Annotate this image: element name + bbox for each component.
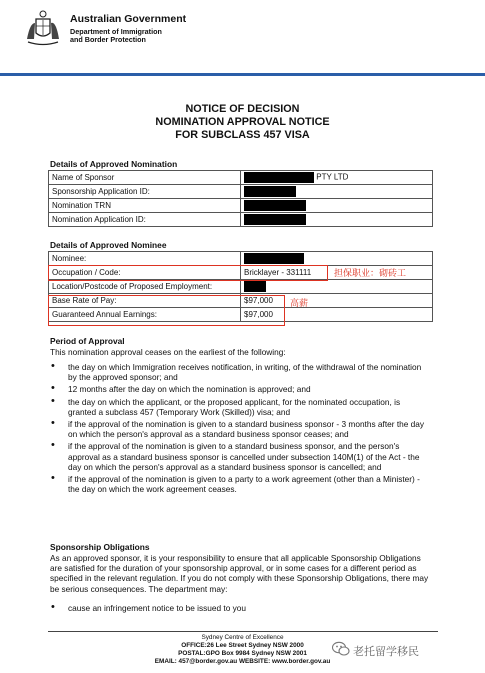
sponsor-name-label: Name of Sponsor	[49, 171, 241, 185]
approved-nomination-heading: Details of Approved Nomination	[50, 159, 178, 169]
annual-earnings-value: $97,000	[241, 308, 433, 322]
location-postcode-label: Location/Postcode of Proposed Employment:	[49, 280, 241, 294]
footer-office: OFFICE:26 Lee Street Sydney NSW 2000	[181, 642, 304, 649]
wechat-icon	[332, 641, 350, 657]
list-item: • the day on which the applicant, or the proposed applicant, for the nominated occupation, is granted a subclass 457 (Temporary Work (Skilled)) visa; and	[50, 397, 430, 417]
table-row	[49, 171, 433, 185]
notice-title-line2: NOMINATION APPROVAL NOTICE	[155, 116, 330, 128]
sponsorship-application-id-value	[241, 185, 433, 199]
list-item: • if the approval of the nomination is given to a party to a work agreement (other than a Minister) - the day on which the work agreement ceases.	[50, 474, 430, 494]
sponsorship-obligations-body: As an approved sponsor, it is your responsibility to ensure that all applicable Sponsorship Obligations are satisfied for the duration of your sponsorship approval, or in some cases for a different period as specified in the relevant regulation. If you do not comply with these Sponsorship Obligations, there may be serious consequences. The department may:	[50, 553, 429, 594]
header-rule	[0, 73, 485, 76]
letterhead	[0, 0, 485, 74]
list-item: • if the approval of the nomination is given to a standard business sponsor - 3 months after the day on which the person's approval as a standard business sponsor ceases; and	[50, 419, 430, 439]
sponsorship-application-id-label: Sponsorship Application ID:	[49, 185, 241, 199]
period-of-approval-intro: This nomination approval ceases on the earliest of the following:	[50, 347, 286, 357]
sponsor-name-value: PTY LTD	[241, 171, 433, 185]
annual-earnings-label: Guaranteed Annual Earnings:	[49, 308, 241, 322]
approved-nomination-table	[48, 170, 433, 227]
occupation-label: Occupation / Code:	[49, 266, 241, 280]
footer-postal: POSTAL:GPO Box 9984 Sydney NSW 2001	[178, 650, 307, 657]
coat-of-arms-icon	[24, 9, 62, 49]
table-row	[49, 185, 433, 199]
list-item: • if the approval of the nomination is given to a standard business sponsor, and the person's approval as a standard business sponsor is cancelled under subsection 140M(1) of the Act - the day on which the person's approval as a standard business sponsor is cancelled; and	[50, 441, 430, 472]
period-of-approval-heading: Period of Approval	[50, 336, 125, 346]
salary-highlight	[48, 295, 285, 326]
redaction	[244, 214, 306, 225]
nomination-application-id-value	[241, 213, 433, 227]
salary-annotation: 高薪	[290, 299, 309, 309]
occupation-highlight	[48, 265, 328, 281]
nominee-label: Nominee:	[49, 252, 241, 266]
table-row	[49, 213, 433, 227]
redaction	[244, 186, 296, 197]
nomination-trn-label: Nomination TRN	[49, 199, 241, 213]
notice-title-line1: NOTICE OF DECISION	[185, 103, 300, 115]
nomination-trn-value	[241, 199, 433, 213]
redaction	[244, 200, 306, 211]
footer-centre: Sydney Centre of Excellence	[201, 634, 284, 641]
table-row	[49, 280, 433, 294]
nomination-application-id-label: Nomination Application ID:	[49, 213, 241, 227]
base-rate-label: Base Rate of Pay:	[49, 294, 241, 308]
table-row	[49, 199, 433, 213]
footer-contact: EMAIL: 457@border.gov.au WEBSITE: www.border.gov.au	[154, 658, 331, 665]
location-postcode-value	[241, 280, 433, 294]
table-row	[49, 252, 433, 266]
notice-title-line3: FOR SUBCLASS 457 VISA	[175, 129, 310, 141]
list-item: • the day on which Immigration receives notification, in writing, of the withdrawal of the nomination by the approved sponsor; and	[50, 362, 430, 382]
watermark-text: 老托留学移民	[353, 645, 419, 658]
period-of-approval-list	[50, 362, 430, 496]
list-item: • 12 months after the day on which the nomination is approved; and	[50, 384, 430, 394]
redaction	[244, 172, 314, 183]
list-item: • cause an infringement notice to be issued to you	[50, 603, 430, 613]
sponsorship-obligations-list	[50, 603, 430, 615]
nominee-value	[241, 252, 433, 266]
redaction	[244, 281, 266, 292]
department-name: Department of Immigration and Border Protection	[70, 27, 162, 45]
occupation-annotation: 担保职业：砌砖工	[334, 269, 407, 279]
approved-nominee-heading: Details of Approved Nominee	[50, 240, 167, 250]
occupation-value: Bricklayer - 331111	[241, 266, 433, 280]
sponsorship-obligations-heading: Sponsorship Obligations	[50, 542, 150, 552]
government-title: Australian Government	[70, 13, 187, 25]
base-rate-value: $97,000	[241, 294, 433, 308]
footer-rule	[48, 631, 438, 632]
redaction	[244, 253, 304, 264]
